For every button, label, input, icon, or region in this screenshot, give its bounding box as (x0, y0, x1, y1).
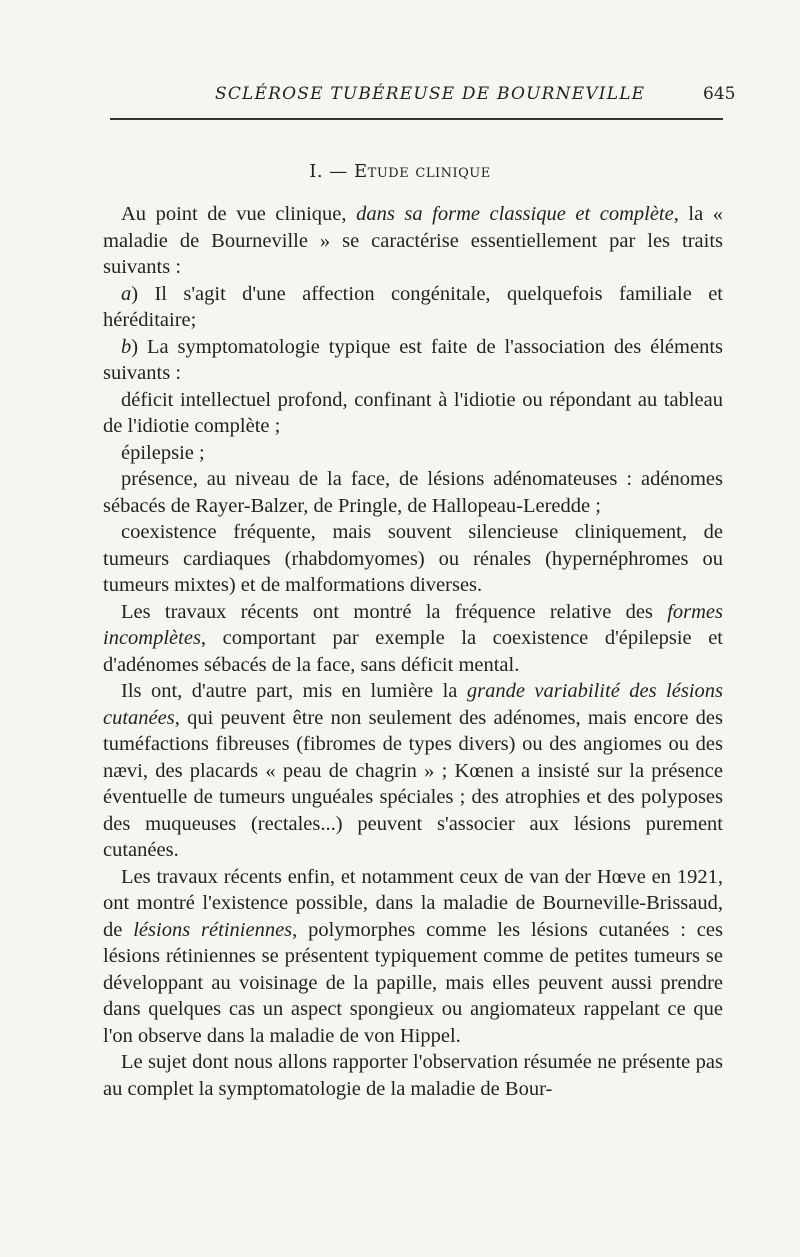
text-run: Les travaux récents enfin, et notamment ceux de van der Hœve en 1921, ont montré l'existence possible, dans la maladie de Bourneville-Brissaud, de (103, 865, 723, 941)
emphasis: dans sa forme classique et complète (356, 203, 674, 225)
paragraph-variabilite (103, 678, 723, 864)
header-rule (110, 118, 723, 120)
body-text (103, 201, 723, 1102)
text-run: , polymorphes comme les lésions cutanées : ces lésions rétiniennes se présentent typiquement comme de petites tumeurs se développant au voisinage de la papille, mais elles peuvent aussi prendre dans quelques cas un aspect spongieux ou angiomateux rappelant ce que l'on observe dans la maladie de von Hippel. (103, 918, 723, 1047)
text-run: ) Il s'agit d'une affection congénitale, quelquefois familiale et héréditaire; (103, 282, 723, 331)
running-title: SCLÉROSE TUBÉREUSE DE BOURNEVILLE (215, 84, 646, 104)
paragraph-intro (103, 201, 723, 281)
section-heading (0, 161, 800, 182)
item-marker: b (121, 335, 132, 358)
text-run: , qui peuvent être non seulement des adénomes, mais encore des tuméfactions fibreuses (fibromes de types divers) ou des angiomes ou des nævi, des placards « peau de chagrin » ; Kœnen a insisté sur la présence éventuelle de tumeurs unguéales spéciales ; des atrophies et des polyposes des muqueuses (rectales...) peuvent s'associer aux lésions purement cutanées. (103, 706, 723, 861)
paragraph-retiniennes (103, 864, 723, 1050)
paragraph-formes-incompletes (103, 599, 723, 679)
section-number: I. — (309, 161, 355, 182)
paragraph-presence: présence, au niveau de la face, de lésions adénomateuses : adénomes sébacés de Rayer-Balzer, de Pringle, de Hallopeau-Leredde ; (103, 468, 723, 517)
emphasis: grande variabilité des lésions cutanées (103, 680, 723, 729)
text-run: , la « maladie de Bourneville » se caractérise essentiellement par les traits suivants : (103, 203, 723, 278)
section-title: Etude clinique (354, 161, 491, 182)
emphasis: formes incomplètes (103, 600, 723, 649)
text-run: , comportant par exemple la coexistence d'épilepsie et d'adénomes sébacés de la face, sans déficit mental. (103, 627, 723, 676)
page-number: 645 (703, 84, 736, 104)
paragraph-epilepsie: épilepsie ; (121, 441, 205, 464)
text-run: Ils ont, d'autre part, mis en lumière la (121, 680, 467, 702)
paragraph-item-a (103, 281, 723, 334)
text-run: ) La symptomatologie typique est faite de l'association des éléments suivants : (103, 335, 723, 384)
paragraph-sujet: Le sujet dont nous allons rapporter l'observation résumée ne présente pas au complet la symptomatologie de la maladie de Bour- (103, 1051, 723, 1100)
text-run: Les travaux récents ont montré la fréquence relative des (121, 600, 668, 623)
paragraph-coexistence: coexistence fréquente, mais souvent silencieuse cliniquement, de tumeurs cardiaques (rhabdomyomes) ou rénales (hypernéphromes ou tumeurs mixtes) et de malformations diverses. (103, 521, 723, 596)
paragraph-item-b (103, 334, 723, 387)
item-marker: a (121, 282, 132, 305)
emphasis: lésions rétiniennes (133, 918, 293, 941)
paragraph-deficit: déficit intellectuel profond, confinant à l'idiotie ou répondant au tableau de l'idiotie complète ; (103, 388, 723, 437)
text-run: Au point de vue clinique, (121, 203, 357, 225)
